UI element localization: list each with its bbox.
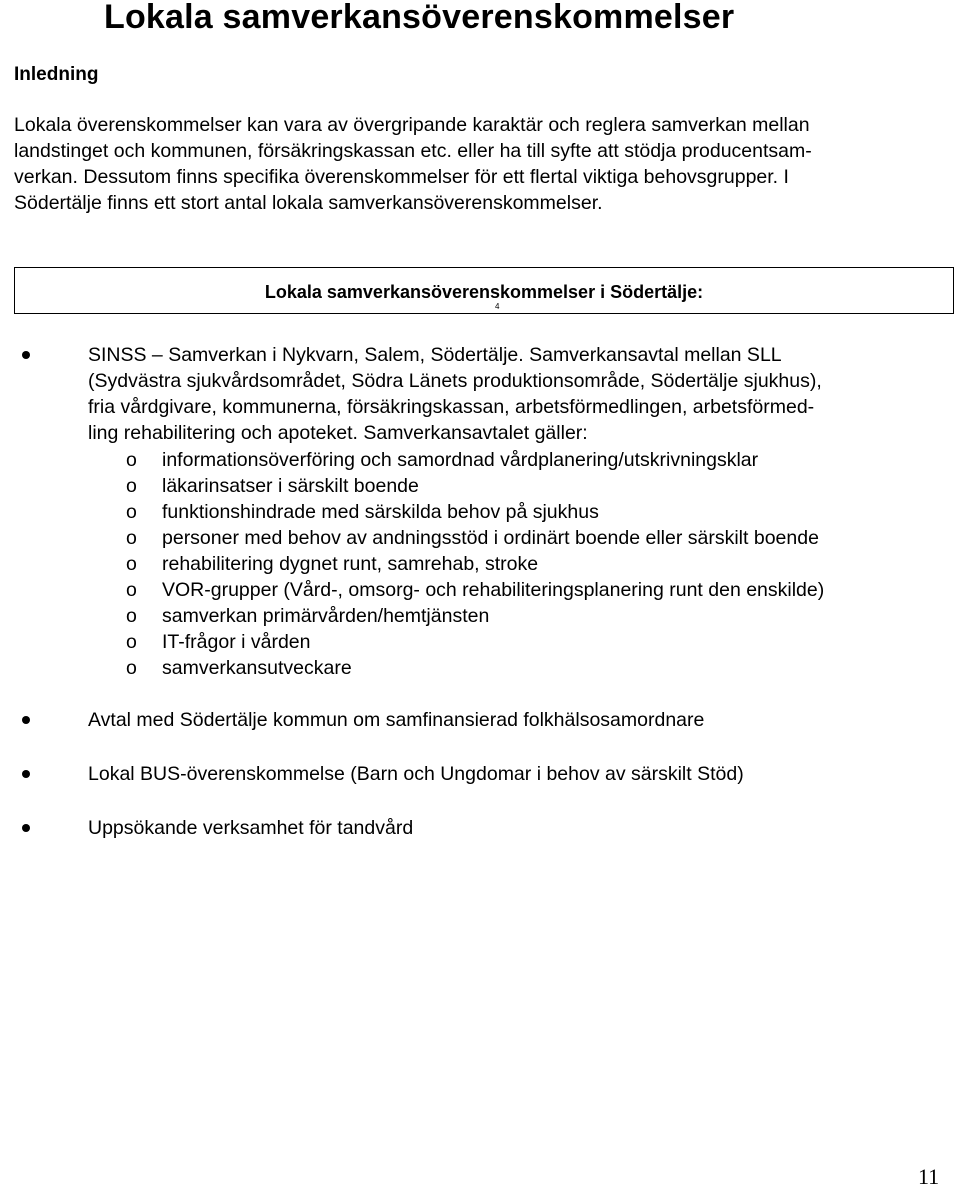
- sub-bullet-icon: o: [126, 475, 137, 497]
- intro-line: landstinget och kommunen, försäkringskassan etc. eller ha till syfte att stödja producentsam-: [14, 140, 812, 162]
- intro-paragraph: [14, 112, 954, 216]
- boxed-heading: [14, 267, 954, 314]
- intro-line: verkan. Dessutom finns specifika överenskommelser för ett flertal viktiga behovsgrupper. I: [14, 166, 789, 188]
- sub-list-item: personer med behov av andningsstöd i ordinärt boende eller särskilt boende: [162, 527, 819, 549]
- sub-bullet-icon: o: [126, 553, 137, 575]
- intro-line: Södertälje finns ett stort antal lokala samverkansöverenskommelser.: [14, 192, 603, 214]
- sub-list-item: samverkansutveckare: [162, 657, 352, 679]
- sub-list-item: VOR-grupper (Vård-, omsorg- och rehabiliteringsplanering runt den enskilde): [162, 579, 825, 601]
- list-item-line: SINSS – Samverkan i Nykvarn, Salem, Södertälje. Samverkansavtal mellan SLL: [88, 344, 782, 366]
- boxed-heading-title: Lokala samverkansöverenskommelser i Södertälje:: [264, 282, 704, 302]
- sub-bullet-icon: o: [126, 527, 137, 549]
- sub-list-item: rehabilitering dygnet runt, samrehab, stroke: [162, 553, 539, 575]
- footnote-reference: 4: [495, 302, 500, 311]
- bullet-icon: [22, 716, 30, 724]
- sub-bullet-icon: o: [126, 579, 137, 601]
- sub-bullet-icon: o: [126, 657, 137, 679]
- sub-list-item: funktionshindrade med särskilda behov på sjukhus: [162, 501, 599, 523]
- bullet-icon: [22, 351, 30, 359]
- sub-list-item: läkarinsatser i särskilt boende: [162, 475, 419, 497]
- list-item-line: (Sydvästra sjukvårdsområdet, Södra Länets produktionsområde, Södertälje sjukhus),: [88, 370, 822, 392]
- sub-bullet-icon: o: [126, 501, 137, 523]
- intro-line: Lokala överenskommelser kan vara av övergripande karaktär och reglera samverkan mellan: [14, 114, 810, 136]
- list-item-line: Lokal BUS-överenskommelse (Barn och Ungdomar i behov av särskilt Stöd): [88, 763, 744, 785]
- list-item-line: ling rehabilitering och apoteket. Samverkansavtalet gäller:: [88, 422, 588, 444]
- list-item-line: Avtal med Södertälje kommun om samfinansierad folkhälsosamordnare: [88, 709, 705, 731]
- list-item-line: fria vårdgivare, kommunerna, försäkringskassan, arbetsförmedlingen, arbetsförmed-: [88, 396, 815, 418]
- bullet-icon: [22, 770, 30, 778]
- page-number: 11: [918, 1164, 940, 1189]
- sub-list-item: informationsöverföring och samordnad vårdplanering/utskrivningsklar: [162, 449, 759, 471]
- sub-bullet-icon: o: [126, 605, 137, 627]
- bullet-icon: [22, 824, 30, 832]
- sub-list-item: IT-frågor i vården: [162, 631, 311, 653]
- page-title: Lokala samverkansöverenskommelser: [104, 0, 735, 36]
- sub-list-item: samverkan primärvården/hemtjänsten: [162, 605, 490, 627]
- sub-bullet-icon: o: [126, 631, 137, 653]
- list-item-line: Uppsökande verksamhet för tandvård: [88, 817, 414, 839]
- sub-bullet-icon: o: [126, 449, 137, 471]
- section-heading: Inledning: [14, 64, 99, 85]
